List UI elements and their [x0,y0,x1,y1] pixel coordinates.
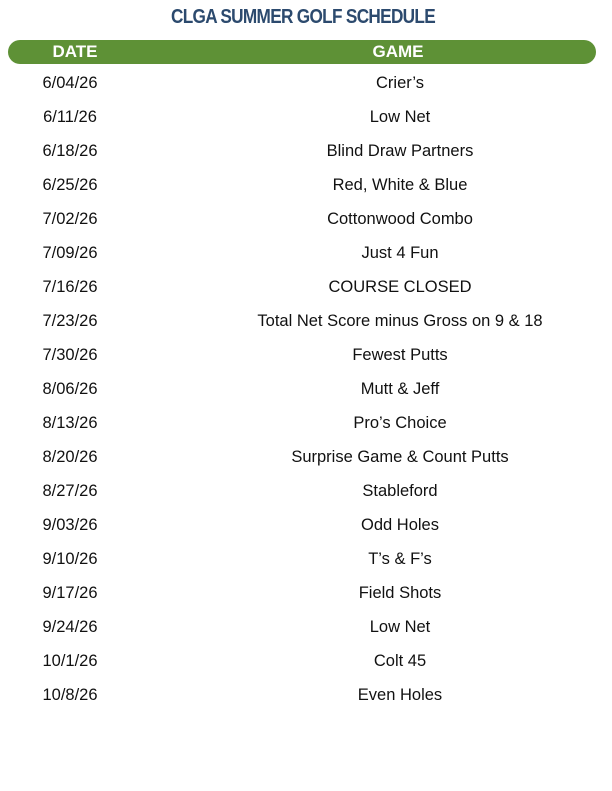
table-row [0,338,612,372]
table-row [0,372,612,406]
row-game: Total Net Score minus Gross on 9 & 18 [257,312,543,330]
row-game: Pro’s Choice [353,414,447,432]
row-date: 6/04/26 [42,74,98,92]
row-date: 7/02/26 [42,210,98,228]
row-date: 9/24/26 [42,618,98,636]
row-date: 8/13/26 [42,414,98,432]
row-game: Crier’s [376,74,424,92]
row-date: 8/27/26 [42,482,98,500]
table-row [0,542,612,576]
row-game: Low Net [369,618,431,636]
table-row [0,406,612,440]
column-header-game: GAME [372,42,424,61]
table-row [0,610,612,644]
row-date: 10/8/26 [42,686,98,704]
column-header-date: DATE [52,42,98,61]
row-game: Cottonwood Combo [327,210,473,228]
table-row [0,168,612,202]
row-date: 7/09/26 [42,244,98,262]
table-row [0,304,612,338]
row-game: Mutt & Jeff [360,380,440,398]
row-date: 9/10/26 [42,550,98,568]
table-row [0,644,612,678]
row-date: 6/11/26 [43,108,97,126]
table-header [8,40,596,64]
row-game: COURSE CLOSED [328,278,472,296]
table-row [0,236,612,270]
page-title: CLGA SUMMER GOLF SCHEDULE [170,6,436,28]
row-game: Field Shots [358,584,442,602]
row-date: 9/17/26 [42,584,98,602]
row-date: 6/18/26 [42,142,98,160]
row-game: Fewest Putts [352,346,448,364]
table-row [0,678,612,712]
table-row [0,270,612,304]
row-date: 6/25/26 [42,176,98,194]
schedule-list [0,66,612,712]
row-game: Red, White & Blue [332,176,468,194]
row-date: 9/03/26 [42,516,98,534]
row-game: Colt 45 [373,652,427,670]
row-game: Blind Draw Partners [326,142,474,160]
row-date: 7/23/26 [42,312,98,330]
table-row [0,202,612,236]
row-game: Low Net [369,108,431,126]
row-game: Even Holes [357,686,443,704]
row-date: 7/16/26 [42,278,98,296]
table-row [0,134,612,168]
row-game: Surprise Game & Count Putts [291,448,509,466]
table-row [0,66,612,100]
row-game: T’s & F’s [368,550,432,568]
table-row [0,474,612,508]
row-date: 10/1/26 [42,652,98,670]
row-date: 8/20/26 [42,448,98,466]
row-date: 7/30/26 [42,346,98,364]
table-row [0,100,612,134]
row-date: 8/06/26 [42,380,98,398]
table-row [0,440,612,474]
table-row [0,576,612,610]
row-game: Just 4 Fun [361,244,439,262]
table-row [0,508,612,542]
row-game: Stableford [362,482,438,500]
row-game: Odd Holes [361,516,439,534]
